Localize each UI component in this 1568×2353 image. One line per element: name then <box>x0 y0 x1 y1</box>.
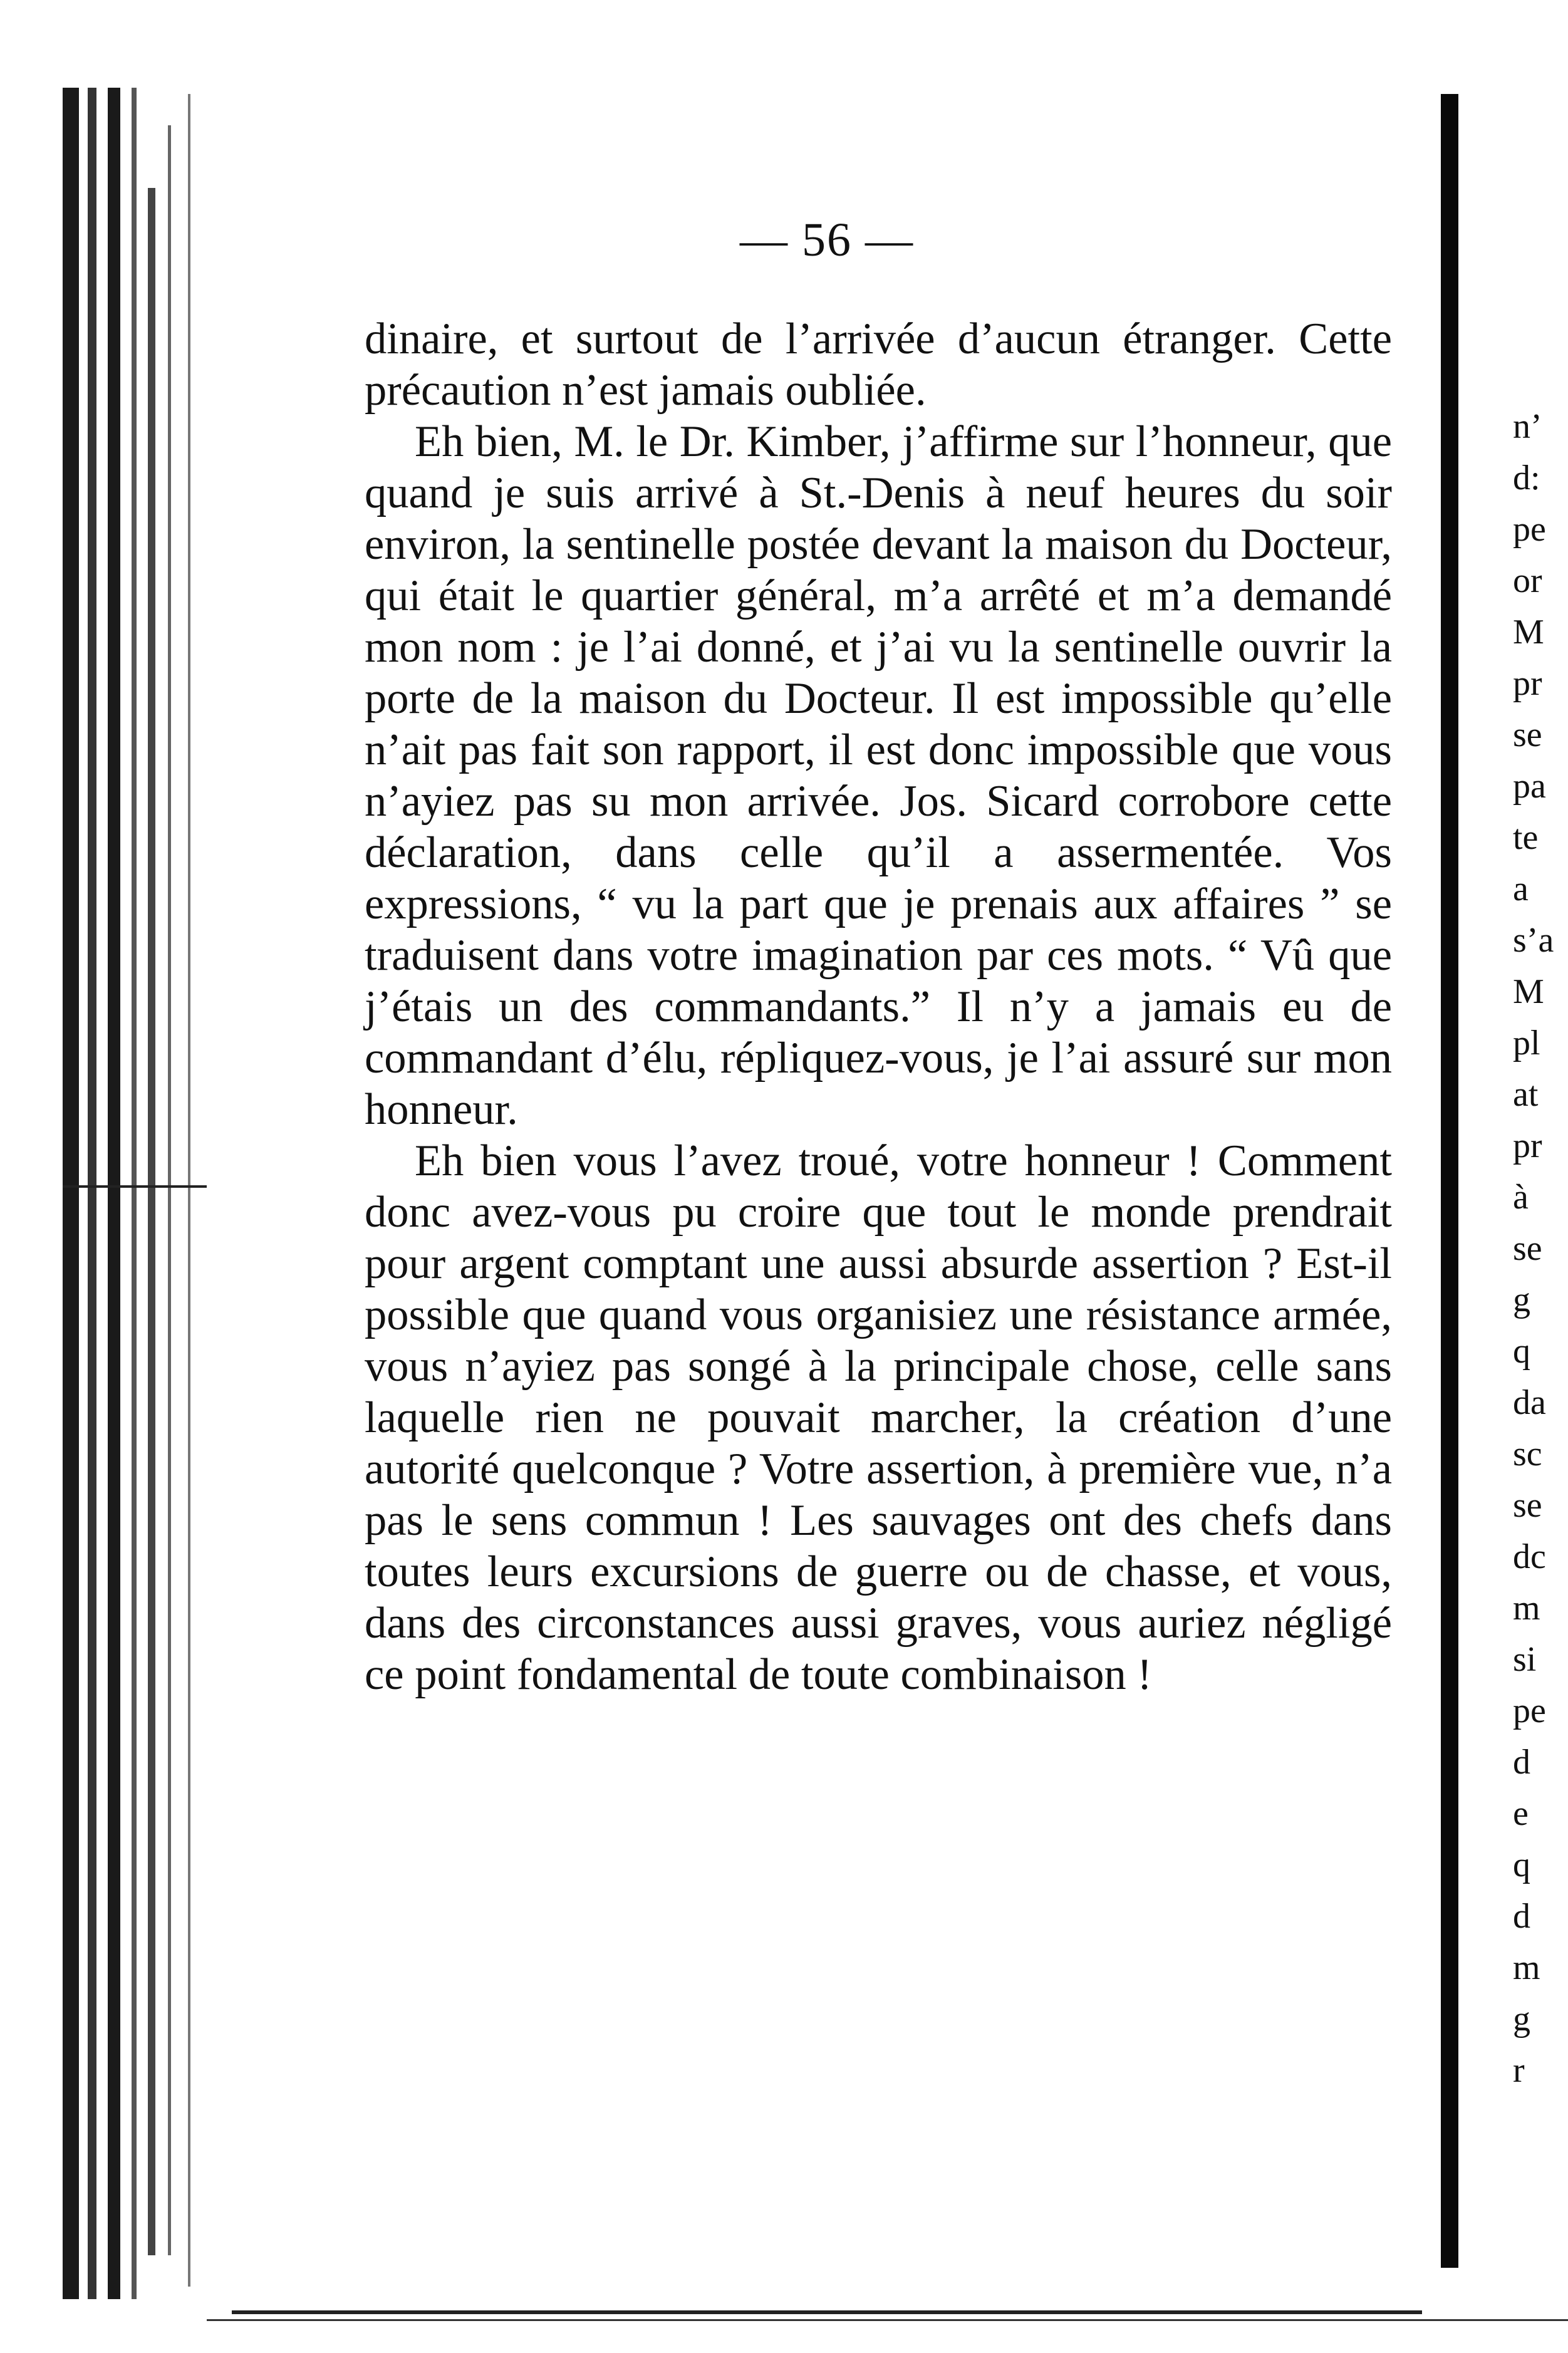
fragment-line: M <box>1513 972 1544 1011</box>
fragment-line: s’a <box>1513 921 1554 960</box>
book-spine <box>1441 94 1458 2268</box>
fragment-line: q <box>1513 1846 1530 1884</box>
fragment-line: se <box>1513 715 1542 754</box>
binding-stripe <box>88 88 96 2299</box>
fragment-line: d: <box>1513 459 1540 497</box>
binding-stripe <box>168 125 171 2255</box>
binding-gutter <box>0 0 207 2353</box>
paragraph-1: dinaire, et surtout de l’arrivée d’aucun étranger. Cette précaution n’est jamais oubliée. <box>365 314 1392 415</box>
page-bottom-edge <box>232 2310 1422 2314</box>
binding-stripe <box>63 88 79 2299</box>
fragment-line: da <box>1513 1383 1546 1422</box>
fragment-line: pa <box>1513 767 1546 806</box>
fragment-line: d <box>1513 1897 1530 1936</box>
fragment-line: q <box>1513 1332 1530 1371</box>
fragment-line: se <box>1513 1486 1542 1525</box>
fragment-line: dc <box>1513 1537 1546 1576</box>
fragment-line: a <box>1513 870 1529 908</box>
fragment-line: se <box>1513 1229 1542 1268</box>
paragraph-3: Eh bien vous l’avez troué, votre honneur ! Comment donc avez-vous pu croire que tout le monde prendrait pour argent comptant une aussi absurde assertion ? Est-il possible que quand vous organisiez une résistance armée, vous n’ayiez pas songé à la principale chose, celle sans laquelle rien ne pouvait marcher, la création d’une autorité quelconque ? Votre assertion, à première vue, n’a pas le sens commun ! Les sauvages ont des chefs dans toutes leurs excursions de guerre ou de chasse, et vous, dans des circonstances aussi graves, vous auriez négligé ce point fondamental de toute combinaison ! <box>365 1136 1392 1699</box>
fragment-line: g <box>1513 1280 1530 1319</box>
page-bottom-edge <box>207 2319 1568 2321</box>
fragment-line: pr <box>1513 664 1542 703</box>
fragment-line: te <box>1513 818 1539 857</box>
binding-stripe <box>108 88 120 2299</box>
fragment-line: pl <box>1513 1024 1540 1062</box>
fragment-line: at <box>1513 1075 1539 1114</box>
fragment-line: or <box>1513 561 1542 600</box>
facing-page-fragment <box>1513 401 1568 2096</box>
page-text <box>365 313 1392 1700</box>
binding-stripe <box>148 188 155 2255</box>
fragment-line: sc <box>1513 1435 1542 1473</box>
page-number: — 56 — <box>740 214 914 266</box>
fragment-line: m <box>1513 1948 1540 1987</box>
fragment-line: pe <box>1513 510 1546 549</box>
fragment-line: e <box>1513 1794 1529 1833</box>
paragraph-2: Eh bien, M. le Dr. Kimber, j’affirme sur l’honneur, que quand je suis arrivé à St.-Denis à neuf heures du soir environ, la sentinelle postée devant la maison du Docteur, qui était le quartier général, m’a arrêté et m’a demandé mon nom : je l’ai donné, et j’ai vu la sentinelle ouvrir la porte de la maison du Docteur. Il est impossible qu’elle n’ait pas fait son rapport, il est donc impossible que vous n’ayiez pas su mon arrivée. Jos. Sicard corrobore cette déclaration, dans celle qu’il a assermentée. Vos expressions, “ vu la part que je prenais aux affaires ” se traduisent dans votre imagination par ces mots. “ Vû que j’étais un des commandants.” Il n’y a jamais eu de commandant d’élu, répliquez-vous, je l’ai assuré sur mon honneur. <box>365 417 1392 1134</box>
fragment-line: pe <box>1513 1691 1546 1730</box>
binding-stripe <box>132 88 137 2299</box>
fragment-line: M <box>1513 613 1544 652</box>
fragment-line: pr <box>1513 1126 1542 1165</box>
fragment-line: n’ <box>1513 407 1542 446</box>
fragment-line: r <box>1513 2051 1525 2090</box>
fragment-line: m <box>1513 1589 1540 1628</box>
binding-mark <box>63 1185 207 1188</box>
fragment-line: à <box>1513 1178 1529 1217</box>
fragment-line: g <box>1513 2000 1530 2039</box>
fragment-line: si <box>1513 1640 1537 1679</box>
binding-stripe <box>188 94 190 2287</box>
fragment-line: d <box>1513 1743 1530 1782</box>
